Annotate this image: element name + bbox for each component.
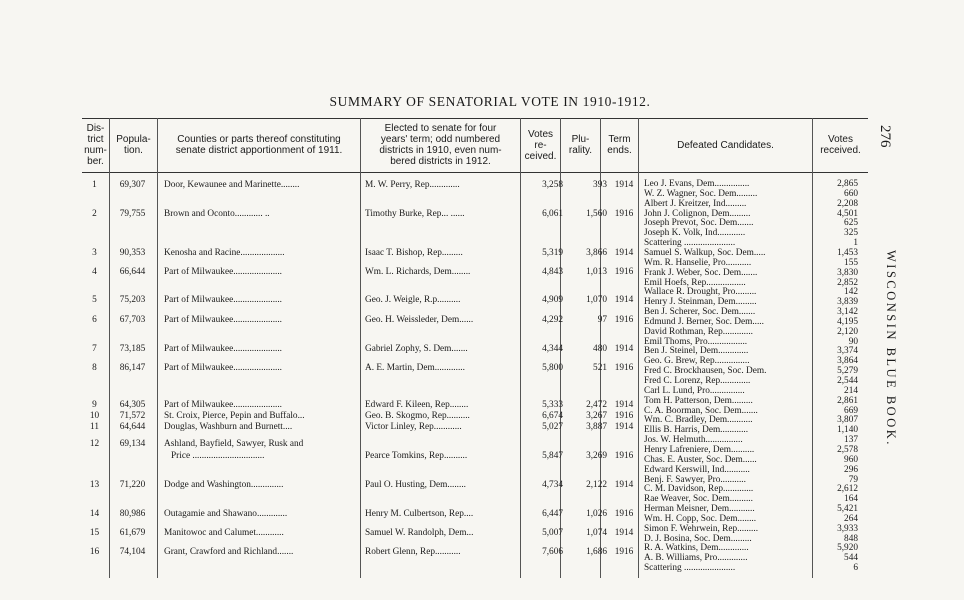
defeated-candidate — [644, 277, 858, 288]
defeated-candidate — [644, 563, 858, 574]
cell-plurality: 3,887 — [586, 422, 607, 432]
cell-pop: 75,203 — [119, 295, 146, 305]
candidate-name: Rae Weaver, Soc. Dem.......... — [644, 494, 753, 505]
cell-pop: 66,644 — [119, 267, 146, 277]
candidate-votes: 5,920 — [837, 543, 858, 554]
candidate-name: Samuel S. Walkup, Soc. Dem..... — [644, 247, 766, 258]
cell-elected: Samuel W. Randolph, Dem... — [365, 528, 474, 538]
cell-elected: Victor Linley, Rep............ — [365, 422, 462, 432]
cell-plurality: 521 — [593, 363, 607, 373]
cell-elected: Paul O. Husting, Dem........ — [365, 480, 466, 490]
defeated-candidate — [644, 208, 858, 219]
cell-counties: Part of Milwaukee..................... — [164, 363, 282, 373]
header-population: Popula- tion. — [116, 134, 151, 156]
cell-pop: 64,644 — [119, 422, 146, 432]
candidate-votes: 142 — [844, 287, 858, 298]
candidate-name: W. Z. Wagner, Soc. Dem......... — [644, 188, 758, 199]
cell-counties: Grant, Crawford and Richland....... — [164, 547, 294, 557]
cell-num: 5 — [92, 295, 97, 305]
defeated-candidate — [644, 346, 858, 357]
candidate-name: A. B. Williams, Pro............. — [644, 553, 748, 564]
candidate-name: Wallace R. Drought, Pro......... — [644, 287, 757, 298]
cell-counties: Door, Kewaunee and Marinette........ — [164, 180, 300, 190]
cell-pop: 86,147 — [119, 363, 146, 373]
candidate-votes: 1,453 — [837, 247, 858, 258]
candidate-name: D. J. Bosina, Soc. Dem......... — [644, 533, 752, 544]
candidate-votes: 960 — [844, 454, 858, 465]
page-number: 276 — [877, 125, 893, 148]
defeated-candidate — [644, 297, 858, 308]
cell-votes: 6,447 — [542, 509, 563, 519]
candidate-name: Jos. W. Helmuth................ — [644, 435, 743, 446]
cell-votes: 5,333 — [542, 400, 563, 410]
candidate-votes: 848 — [844, 533, 858, 544]
cell-pop: 90,353 — [119, 248, 146, 258]
cell-pop: 80,986 — [119, 509, 146, 519]
cell-plurality: 2,122 — [586, 480, 607, 490]
defeated-candidate — [644, 366, 858, 377]
candidate-name: R. A. Watkins, Dem............. — [644, 543, 749, 554]
header-defeated: Defeated Candidates. — [677, 139, 774, 151]
cell-plurality: 480 — [593, 344, 607, 354]
candidate-votes: 325 — [844, 228, 858, 239]
cell-elected: Pearce Tomkins, Rep.......... — [365, 451, 468, 461]
candidate-votes: 1 — [853, 238, 858, 249]
header-defeated-votes: Votes received. — [820, 134, 861, 156]
cell-counties: Ashland, Bayfield, Sawyer, Rusk and — [164, 439, 304, 449]
defeated-candidate — [644, 385, 858, 396]
cell-votes: 4,344 — [542, 344, 563, 354]
candidate-votes: 4,501 — [837, 208, 858, 219]
defeated-candidate — [644, 326, 858, 337]
cell-counties: Part of Milwaukee..................... — [164, 267, 282, 277]
defeated-candidate — [644, 415, 858, 426]
candidate-name: Joseph Prevot, Soc. Dem....... — [644, 218, 754, 229]
cell-term: 1916 — [614, 547, 634, 557]
cell-num: 4 — [92, 267, 97, 277]
cell-plurality: 3,866 — [586, 248, 607, 258]
cell-plurality: 97 — [597, 315, 607, 325]
defeated-candidate — [644, 425, 858, 436]
cell-elected: Edward F. Kileen, Rep........ — [365, 400, 469, 410]
candidate-votes: 544 — [844, 553, 858, 564]
cell-term: 1916 — [614, 267, 634, 277]
cell-elected: Robert Glenn, Rep........... — [365, 547, 461, 557]
defeated-candidate — [644, 405, 858, 416]
cell-counties: Brown and Oconto............ .. — [164, 209, 270, 219]
cell-pop: 71,220 — [119, 480, 146, 490]
candidate-votes: 6 — [853, 563, 858, 574]
cell-plurality: 3,267 — [586, 411, 607, 421]
cell-counties: Part of Milwaukee..................... — [164, 315, 282, 325]
cell-votes: 4,843 — [542, 267, 563, 277]
candidate-votes: 90 — [848, 336, 858, 347]
cell-pop: 71,572 — [119, 411, 146, 421]
cell-plurality: 1,686 — [586, 547, 607, 557]
cell-counties: Price ............................... — [164, 451, 265, 461]
defeated-candidate — [644, 435, 858, 446]
defeated-candidate — [644, 454, 858, 465]
candidate-name: Wm. R. Hanselie, Pro........... — [644, 257, 752, 268]
cell-votes: 5,800 — [542, 363, 563, 373]
candidate-name: C. A. Boorman, Soc. Dem....... — [644, 405, 758, 416]
defeated-candidate — [644, 316, 858, 327]
cell-num: 3 — [92, 248, 97, 258]
candidate-name: Benj. F. Sawyer, Pro........... — [644, 474, 746, 485]
cell-plurality: 1,074 — [586, 528, 607, 538]
defeated-candidate — [644, 218, 858, 229]
candidate-name: John J. Colignon, Dem......... — [644, 208, 751, 219]
cell-num: 2 — [92, 209, 97, 219]
cell-pop: 69,134 — [119, 439, 146, 449]
cell-term: 1916 — [614, 315, 634, 325]
candidate-votes: 1,140 — [837, 425, 858, 436]
cell-term: 1916 — [614, 363, 634, 373]
header-term: Term ends. — [607, 134, 632, 156]
candidate-votes: 5,279 — [837, 366, 858, 377]
candidate-votes: 296 — [844, 464, 858, 475]
candidate-name: Scattering ...................... — [644, 238, 736, 249]
cell-num: 10 — [89, 411, 100, 421]
candidate-votes: 137 — [844, 435, 858, 446]
cell-pop: 61,679 — [119, 528, 146, 538]
candidate-votes: 2,865 — [837, 179, 858, 189]
candidate-name: Fred C. Brockhausen, Soc. Dem. — [644, 366, 767, 377]
candidate-name: Joseph K. Volk, Ind............ — [644, 228, 746, 239]
defeated-candidate — [644, 474, 858, 485]
candidate-votes: 264 — [844, 513, 858, 524]
candidate-name: Geo. G. Brew, Rep............... — [644, 356, 750, 367]
cell-counties: Douglas, Washburn and Burnett.... — [164, 422, 293, 432]
defeated-candidate — [644, 464, 858, 475]
cell-num: 9 — [92, 400, 97, 410]
defeated-candidate — [644, 257, 858, 268]
candidate-votes: 3,830 — [837, 267, 858, 278]
candidate-name: Carl L. Lund, Pro............... — [644, 385, 745, 396]
cell-num: 6 — [92, 315, 97, 325]
defeated-candidate — [644, 533, 858, 544]
candidate-votes: 3,142 — [837, 307, 858, 318]
cell-term: 1914 — [614, 400, 634, 410]
candidate-votes: 5,421 — [837, 504, 858, 515]
cell-plurality: 1,026 — [586, 509, 607, 519]
candidate-votes: 625 — [844, 218, 858, 229]
cell-votes: 6,674 — [542, 411, 563, 421]
header-votes: Votes re- ceived. — [524, 128, 557, 162]
candidate-votes: 2,852 — [837, 277, 858, 288]
defeated-candidate — [644, 267, 858, 278]
candidate-name: Herman Meisner, Dem........... — [644, 504, 755, 515]
side-label: WISCONSIN BLUE BOOK. — [884, 250, 898, 447]
cell-elected: Wm. L. Richards, Dem........ — [365, 267, 471, 277]
candidate-name: Wm. H. Copp, Soc. Dem........ — [644, 513, 757, 524]
candidate-name: Frank J. Weber, Soc. Dem....... — [644, 267, 758, 278]
candidate-name: Emil Hoefs, Rep................. — [644, 277, 746, 288]
cell-votes: 5,027 — [542, 422, 563, 432]
cell-num: 8 — [92, 363, 97, 373]
candidate-votes: 214 — [844, 385, 858, 396]
header-district: Dis- trict num- ber. — [84, 123, 107, 167]
cell-counties: Part of Milwaukee..................... — [164, 295, 282, 305]
cell-votes: 5,319 — [542, 248, 563, 258]
defeated-candidate — [644, 188, 858, 199]
cell-counties: Part of Milwaukee..................... — [164, 344, 282, 354]
candidate-name: Leo J. Evans, Dem............... — [644, 179, 750, 189]
cell-num: 11 — [90, 422, 99, 432]
cell-num: 1 — [92, 180, 97, 190]
cell-counties: St. Croix, Pierce, Pepin and Buffalo... — [164, 411, 305, 421]
cell-term: 1914 — [614, 295, 634, 305]
cell-num: 15 — [89, 528, 100, 538]
cell-votes: 6,061 — [542, 209, 563, 219]
defeated-candidate — [644, 376, 858, 386]
cell-plurality: 1,013 — [586, 267, 607, 277]
candidate-name: Ellis B. Harris, Dem............ — [644, 425, 749, 436]
candidate-votes: 2,544 — [837, 376, 858, 386]
candidate-votes: 3,839 — [837, 297, 858, 308]
candidate-name: Scattering ...................... — [644, 563, 736, 574]
cell-elected: Geo. B. Skogmo, Rep.......... — [365, 411, 470, 421]
cell-pop: 73,185 — [119, 344, 146, 354]
cell-term: 1914 — [614, 180, 634, 190]
candidate-name: Simon F. Wehrwein, Rep......... — [644, 523, 759, 534]
cell-counties: Outagamie and Shawano............. — [164, 509, 288, 519]
candidate-votes: 660 — [844, 188, 858, 199]
cell-votes: 4,909 — [542, 295, 563, 305]
cell-votes: 4,292 — [542, 315, 563, 325]
defeated-candidate — [644, 523, 858, 534]
candidate-name: Emil Thoms, Pro................. — [644, 336, 748, 347]
cell-elected: Geo. H. Weissleder, Dem...... — [365, 315, 474, 325]
candidate-name: Tom H. Patterson, Dem......... — [644, 395, 753, 406]
cell-elected: A. E. Martin, Dem............. — [365, 363, 465, 373]
candidate-votes: 2,578 — [837, 444, 858, 455]
cell-term: 1914 — [614, 480, 634, 490]
candidate-votes: 3,807 — [837, 415, 858, 426]
cell-term: 1916 — [614, 209, 634, 219]
cell-votes: 7,606 — [542, 547, 563, 557]
defeated-candidate — [644, 395, 858, 406]
defeated-candidate — [644, 287, 858, 298]
cell-num: 16 — [89, 547, 100, 557]
candidate-name: Edward Kerswill, Ind........... — [644, 464, 750, 475]
defeated-candidate — [644, 198, 858, 209]
cell-plurality: 1,070 — [586, 295, 607, 305]
candidate-name: Chas. E. Auster, Soc. Dem...... — [644, 454, 757, 465]
candidate-votes: 79 — [848, 474, 858, 485]
candidate-votes: 669 — [844, 405, 858, 416]
candidate-name: Wm. C. Bradley, Dem........... — [644, 415, 753, 426]
cell-num: 14 — [89, 509, 100, 519]
cell-elected: M. W. Perry, Rep............. — [365, 180, 460, 190]
cell-term: 1914 — [614, 248, 634, 258]
cell-counties: Kenosha and Racine................... — [164, 248, 285, 258]
cell-elected: Gabriel Zophy, S. Dem....... — [365, 344, 468, 354]
header-top-rule — [82, 118, 868, 119]
cell-votes: 3,258 — [542, 180, 563, 190]
header-plurality: Plu- rality. — [568, 134, 593, 156]
defeated-candidate — [644, 543, 858, 554]
candidate-votes: 164 — [844, 494, 858, 505]
cell-plurality: 393 — [593, 180, 607, 190]
cell-term: 1916 — [614, 509, 634, 519]
candidate-name: David Rothman, Rep............. — [644, 326, 753, 337]
header-bottom-rule — [82, 172, 868, 173]
defeated-candidate — [644, 444, 858, 455]
defeated-candidate — [644, 494, 858, 505]
candidate-votes: 2,861 — [837, 395, 858, 406]
cell-pop: 74,104 — [119, 547, 146, 557]
cell-counties: Dodge and Washington.............. — [164, 480, 284, 490]
cell-term: 1916 — [614, 411, 634, 421]
candidate-votes: 2,612 — [837, 484, 858, 495]
cell-pop: 64,305 — [119, 400, 146, 410]
defeated-candidate — [644, 247, 858, 258]
defeated-candidate — [644, 484, 858, 495]
candidate-name: Henry Lafreniere, Dem.......... — [644, 444, 755, 455]
candidate-votes: 3,933 — [837, 523, 858, 534]
defeated-candidate — [644, 179, 858, 189]
cell-num: 7 — [92, 344, 97, 354]
cell-term: 1914 — [614, 528, 634, 538]
defeated-candidate — [644, 356, 858, 367]
defeated-candidate — [644, 228, 858, 239]
candidate-name: Fred C. Lorenz, Rep............. — [644, 376, 751, 386]
cell-elected: Geo. J. Weigle, R.p.......... — [365, 295, 461, 305]
defeated-candidate — [644, 553, 858, 564]
page-title: SUMMARY OF SENATORIAL VOTE IN 1910-1912. — [329, 94, 651, 109]
candidate-votes: 3,864 — [837, 356, 858, 367]
cell-num: 13 — [89, 480, 100, 490]
candidate-votes: 3,374 — [837, 346, 858, 357]
cell-elected: Timothy Burke, Rep... ...... — [365, 209, 465, 219]
cell-term: 1914 — [614, 344, 634, 354]
defeated-candidate — [644, 238, 858, 249]
cell-pop: 79,755 — [119, 209, 146, 219]
candidate-name: Ben J. Scherer, Soc. Dem....... — [644, 307, 756, 318]
candidate-votes: 2,120 — [837, 326, 858, 337]
candidate-name: Edmund J. Berner, Soc. Dem..... — [644, 316, 764, 327]
defeated-candidate — [644, 307, 858, 318]
candidate-name: Albert J. Kreitzer, Ind......... — [644, 198, 747, 209]
defeated-candidate — [644, 513, 858, 524]
cell-pop: 69,307 — [119, 180, 146, 190]
cell-elected: Henry M. Culbertson, Rep.... — [365, 509, 474, 519]
cell-counties: Manitowoc and Calumet............ — [164, 528, 284, 538]
cell-term: 1916 — [614, 451, 634, 461]
cell-votes: 4,734 — [542, 480, 563, 490]
defeated-candidate — [644, 336, 858, 347]
candidate-votes: 4,195 — [837, 316, 858, 327]
cell-elected: Isaac T. Bishop, Rep......... — [365, 248, 463, 258]
defeated-candidate — [644, 504, 858, 515]
header-elected: Elected to senate for four years' term; odd numbered districts in 1910, even num- bered districts in 1912. — [379, 123, 502, 167]
cell-plurality: 3,269 — [586, 451, 607, 461]
candidate-name: Henry J. Steinman, Dem......... — [644, 297, 757, 308]
candidate-votes: 155 — [844, 257, 858, 268]
candidate-name: C. M. Davidson, Rep............. — [644, 484, 754, 495]
cell-num: 12 — [89, 439, 100, 449]
candidate-name: Ben J. Steinel, Dem............. — [644, 346, 749, 357]
cell-votes: 5,847 — [542, 451, 563, 461]
cell-term: 1914 — [614, 422, 634, 432]
header-counties: Counties or parts thereof constituting senate district apportionment of 1911. — [175, 134, 343, 156]
cell-counties: Part of Milwaukee..................... — [164, 400, 282, 410]
cell-plurality: 2,472 — [586, 400, 607, 410]
cell-votes: 5,007 — [542, 528, 563, 538]
candidate-votes: 2,208 — [837, 198, 858, 209]
cell-pop: 67,703 — [119, 315, 146, 325]
cell-plurality: 1,560 — [586, 209, 607, 219]
